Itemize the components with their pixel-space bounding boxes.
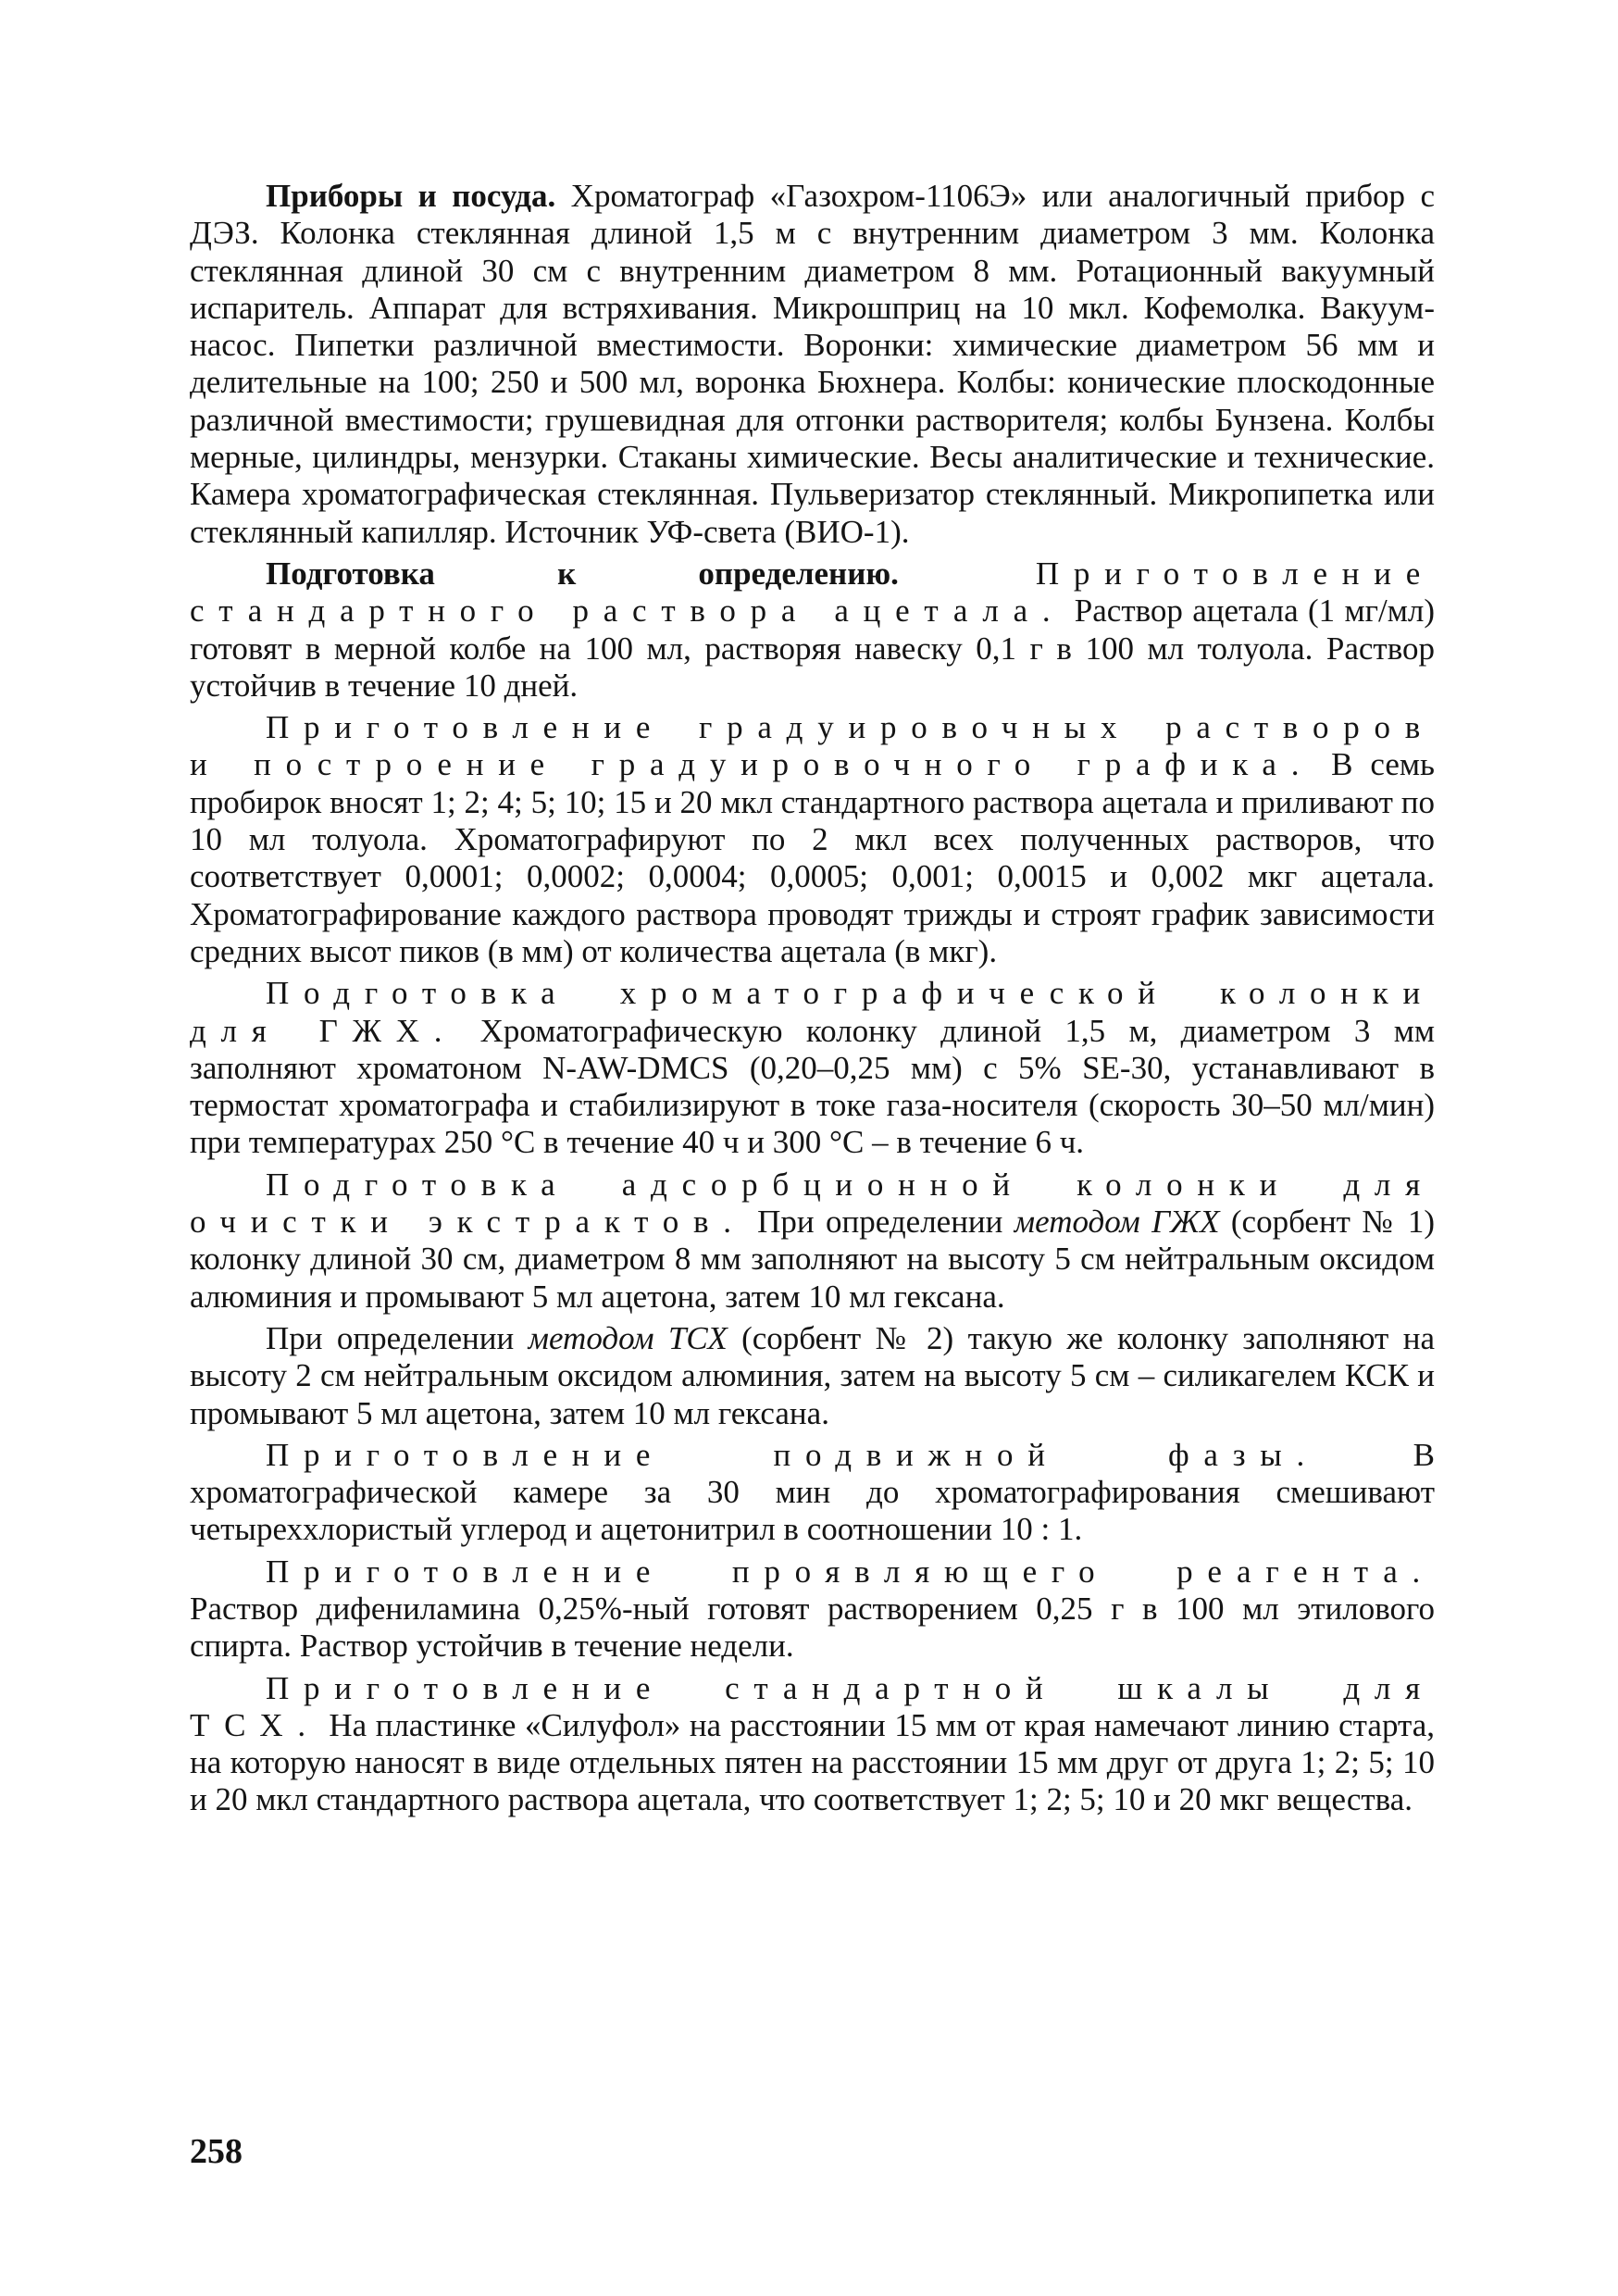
paragraph-developing-reagent	[190, 1554, 1435, 1666]
paragraph-column-gc	[190, 975, 1435, 1161]
page-body	[190, 178, 1435, 1819]
paragraph-text: Раствор ацетала (1 мг/мл) готовят в мерной колбе на 100 мл, растворяя навеску 0,1 г в 100 мл толуола. Раствор устойчив в течение 10 дней.	[190, 593, 1435, 704]
paragraph-preparation	[190, 555, 1435, 705]
paragraph-tlc-column	[190, 1320, 1435, 1432]
paragraph-text: В хроматографической камере за 30 мин до хроматографирования смешивают четыреххлористый углерод и ацетонитрил в соотношении 10 : 1.	[190, 1436, 1435, 1548]
paragraph-calibration	[190, 709, 1435, 970]
paragraph-adsorption-column	[190, 1167, 1435, 1316]
paragraph-spaced-heading: Приготовление проявляющего реагента.	[266, 1553, 1435, 1590]
paragraph-text: Хроматографическую колонку длиной 1,5 м, диаметром 3 мм заполняют хроматоном N-AW-DMCS (0,20–0,25 мм) с 5% SE-30, устанавливают в термостат хроматографа и стабилизируют в токе газа-носителя (скорость 30–50 мл/мин) при температурах 250 °С в течение 40 ч и 300 °С – в течение 6 ч.	[190, 1012, 1435, 1161]
paragraph-mobile-phase	[190, 1437, 1435, 1549]
paragraph-lead: Подготовка к определению.	[266, 555, 899, 592]
paragraph-lead: Приборы и посуда.	[266, 178, 556, 214]
paragraph-spaced-heading: Приготовление стандартной шкалы для ТСХ.	[190, 1669, 1435, 1743]
paragraph-text: Хроматограф «Газохром-1106Э» или аналогичный прибор с ДЭЗ. Колонка стеклянная длиной 1,5 м с внутренним диаметром 3 мм. Колонка стеклянная длиной 30 см с внутренним диаметром 8 мм. Ротационный вакуумный испаритель. Аппарат для встряхивания. Микрошприц на 10 мкл. Кофемолка. Вакуум-насос. Пипетки различной вместимости. Воронки: химические диаметром 56 мм и делительные на 100; 250 и 500 мл, воронка Бюхнера. Колбы: конические плоскодонные различной вместимости; грушевидная для отгонки растворителя; колбы Бунзена. Колбы мерные, цилиндры, мензурки. Стаканы химические. Весы аналитические и технические. Камера хроматографическая стеклянная. Пульверизатор стеклянный. Микропипетка или стеклянный капилляр. Источник УФ-света (ВИО-1).	[190, 178, 1436, 550]
paragraph-spaced-heading: Приготовление градуировочных растворов и построение градуировочного графика.	[190, 709, 1435, 783]
paragraph-text: Раствор дифениламина 0,25%-ный готовят растворением 0,25 г в 100 мл этилового спирта. Раствор устойчив в течение недели.	[190, 1590, 1435, 1665]
paragraph-text: В семь пробирок вносят 1; 2; 4; 5; 10; 15 и 20 мкл стандартного раствора ацетала и приливают по 10 мл толуола. Хроматографируют по 2 мкл всех полученных растворов, что соответствует 0,0001; 0,0002; 0,0004; 0,0005; 0,001; 0,0015 и 0,002 мкг ацетала. Хроматографирование каждого раствора проводят трижды и строят график зависимости средних высот пиков (в мм) от количества ацетала (в мкг).	[190, 746, 1436, 969]
paragraph-text: При определении	[266, 1319, 529, 1356]
paragraph-equipment	[190, 178, 1435, 551]
paragraph-text: На пластинке «Силуфол» на расстоянии 15 мм от края намечают линию старта, на которую наносят в виде отдельных пятен на расстоянии 15 мм друг от друга 1; 2; 5; 10 и 20 мкл стандартного раствора ацетала, что соответствует 1; 2; 5; 10 и 20 мкг вещества.	[190, 1706, 1435, 1818]
paragraph-spaced-heading: Подготовка адсорбционной колонки для очистки экстрактов.	[190, 1166, 1435, 1241]
paragraph-italic: методом ТСХ	[528, 1319, 728, 1356]
paragraph-text: При определении	[745, 1204, 1014, 1241]
paragraph-italic: методом ГЖХ	[1014, 1204, 1220, 1241]
paragraph-spaced-heading: Приготовление стандартного раствора ацетала.	[190, 555, 1435, 630]
paragraph-spaced-heading: Подготовка хроматографической колонки для ГЖХ.	[190, 975, 1435, 1049]
page-number: 258	[190, 2132, 243, 2171]
paragraph-standard-scale	[190, 1670, 1435, 1819]
paragraph-text-continued: (сорбент № 2) такую же колонку заполняют на высоту 2 см нейтральным оксидом алюминия, затем на высоту 5 см – силикагелем КСК и промывают 5 мл ацетона, затем 10 мл гексана.	[190, 1319, 1435, 1431]
paragraph-text-continued: (сорбент № 1) колонку длиной 30 см, диаметром 8 мм заполняют на высоту 5 см нейтральным оксидом алюминия и промывают 5 мл ацетона, затем 10 мл гексана.	[190, 1204, 1435, 1315]
paragraph-spaced-heading: Приготовление подвижной фазы.	[266, 1436, 1320, 1473]
